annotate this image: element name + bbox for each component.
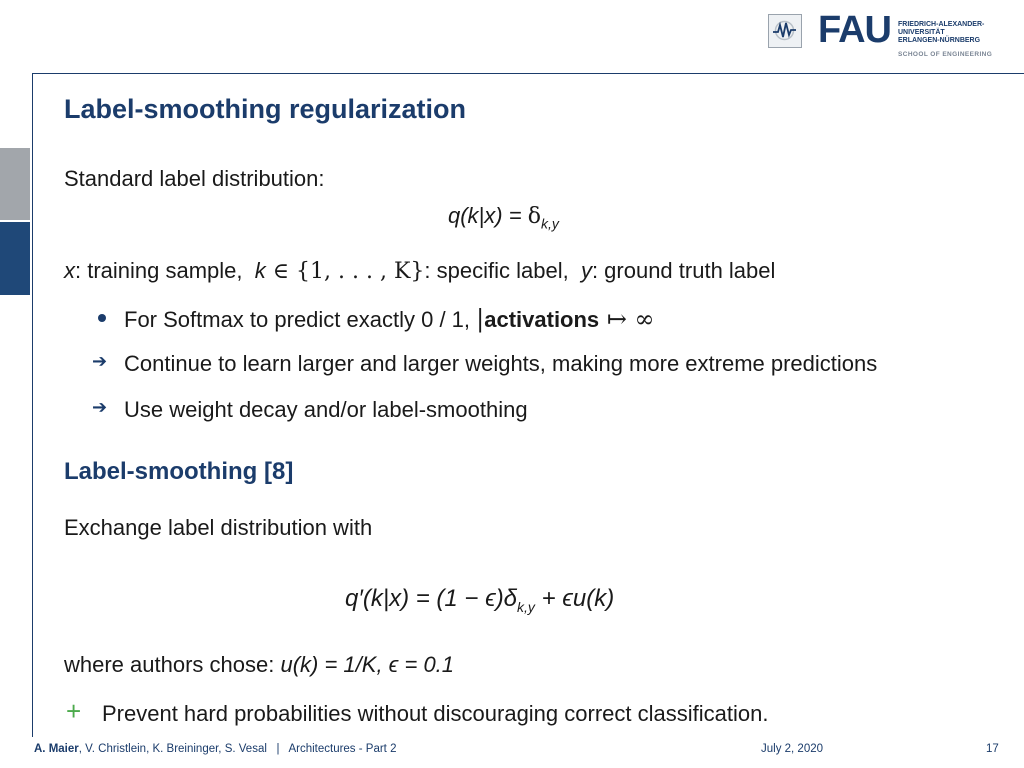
arrow-item-decay: Use weight decay and/or label-smoothing bbox=[124, 397, 528, 422]
university-name: FRIEDRICH-ALEXANDER- UNIVERSITÄT ERLANGEN-NÜRNBERG bbox=[898, 21, 985, 44]
side-tab-blue bbox=[0, 222, 30, 295]
equation-standard: $q(k|x) = \delta_{k,y}$ bbox=[448, 203, 559, 232]
plus-item: Prevent hard probabilities without discouraging correct classification. bbox=[102, 701, 769, 726]
arrow-right-icon: ➔ bbox=[92, 397, 108, 417]
definitions-line: x: training sample, k ∈ {1, . . . , K}: specific label, y: ground truth label bbox=[64, 258, 776, 284]
footer-authors: A. Maier, V. Christlein, K. Breininger, S. Vesal | Architectures - Part 2 bbox=[34, 743, 397, 755]
side-tab-gray bbox=[0, 148, 30, 220]
tech-faculty-logo bbox=[768, 14, 802, 48]
exchange-text: Exchange label distribution with bbox=[64, 515, 373, 540]
bullet-icon bbox=[98, 314, 106, 322]
slide-title: Label-smoothing regularization bbox=[64, 94, 467, 124]
arrow-item-weights: Continue to learn larger and larger weights, making more extreme predictions bbox=[124, 351, 878, 376]
arrow-right-icon: ➔ bbox=[92, 351, 108, 371]
intro-text: Standard label distribution: bbox=[64, 166, 325, 191]
bullet-softmax: For Softmax to predict exactly 0 / 1, |activations ↦ ∞ bbox=[124, 305, 655, 333]
school-of-engineering: SCHOOL OF ENGINEERING bbox=[898, 51, 993, 58]
fau-logo: FAU bbox=[818, 9, 891, 51]
footer-page-number: 17 bbox=[986, 743, 999, 755]
waveform-icon bbox=[769, 15, 800, 46]
plus-icon: + bbox=[66, 696, 82, 726]
equation-smoothed: $q'(k|x) = (1 - \epsilon)\delta_{k,y} + \epsilon u(k)$ bbox=[345, 585, 615, 615]
authors-choice: where authors chose: u(k) = 1/K, ϵ = 0.1 bbox=[64, 652, 455, 677]
footer-date: July 2, 2020 bbox=[761, 743, 824, 755]
footer-lecture: Architectures - Part 2 bbox=[288, 743, 397, 755]
section-subtitle: Label-smoothing [8] bbox=[64, 458, 294, 485]
